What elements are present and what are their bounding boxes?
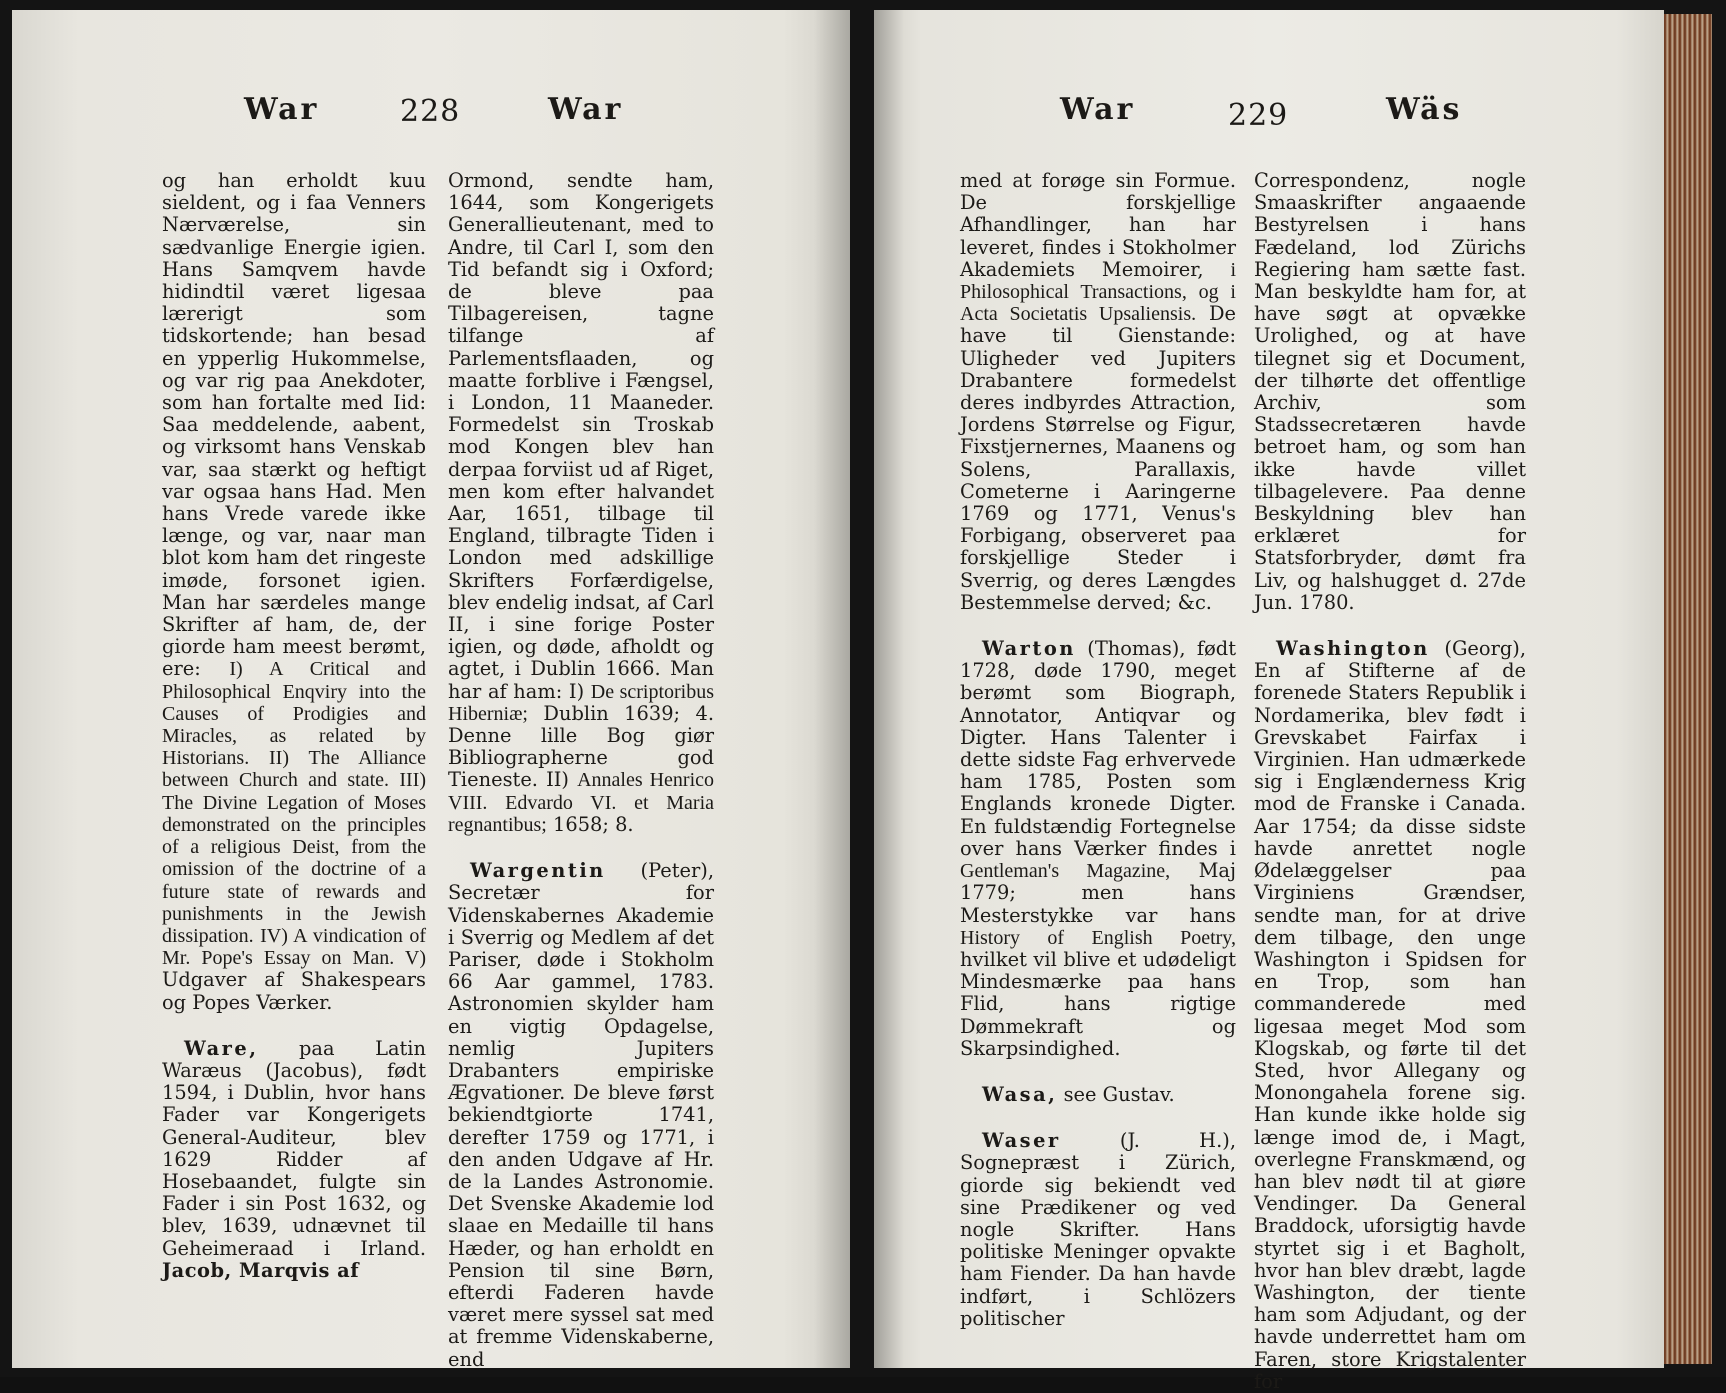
latin-title: History of English Poetry,	[960, 926, 1236, 949]
paragraph-text: De have til Gienstande: Uligheder ved Jupiters Drabantere formedelst deres indbyrdes Attraction, Jordens Størrelse og Figur, Fixstjernernes, Maanens og Solens, Parallaxis, Cometerne i Aaringerne 1769 og 1771, Venus's Forbigang, observeret paa forskjellige Steder i Sverrig, og deres Længdes Bestemmelse derved; &c.	[960, 302, 1236, 614]
entry-text: paa Latin Waræus (Jacobus), født 1594, i Dublin, hvor hans Fader var Kongerigets General-Auditeur, blev 1629 Ridder af Hosebaandet, fulgte sin Fader i sin Post 1632, og blev, 1639, udnævnet til Geheimeraad i Irland.	[162, 1036, 426, 1260]
right-column-1	[960, 170, 1236, 1330]
paragraph-text: Correspondenz, nogle Smaaskrifter angaaende Bestyrelsen i hans Fædeland, lod Zürichs Regiering ham sætte fast. Man beskyldte ham for, at have søgt at opvække Urolighed, og at have tilegnet sig et Document, der tilhørte det offentlige Archiv, som Stadssecretæren havde betroet ham, og som han ikke havde villet tilbagelevere. Paa denne Beskyldning blev han erklæret for Statsforbryder, dømt fra Liv, og halshugget d. 27de Jun. 1780.	[1254, 169, 1526, 614]
text-paragraph	[960, 170, 1236, 614]
running-head-right: Wäs	[1386, 92, 1463, 127]
entry-headword: Warton	[982, 637, 1076, 661]
paragraph-text: og han erholdt kuu sieldent, og i faa Venners Nærværelse, sin sædvanlige Energie igien. Hans Samqvem havde hidindtil været ligesaa lærerigt som tidskortende; han besad en ypperlig Hukommelse, og var rig paa Anekdoter, som han fortalte med Iid: Saa meddelende, aabent, og virksomt hans Venskab var, saa stærkt og heftigt var ogsaa hans Had. Men hans Vrede varede ikke længe, og var, naar man blot kom ham det ringeste imøde, forsonet igien. Man har særdeles mange Skrifter af ham, de, der giorde ham meest berømt, ere:	[162, 169, 426, 681]
entry-text: (J. H.), Sognepræst i Zürich, giorde sig bekiendt ved sine Prædikener og ved nogle Skrifter. Hans politiske Meninger opvakte ham Fiender. Da han havde indført, i Schlözers politischer	[960, 1129, 1236, 1330]
left-column-1	[162, 170, 426, 1282]
entry-headword: Washington	[1276, 637, 1430, 661]
page-number: 228	[400, 94, 461, 129]
left-column-2	[448, 170, 714, 1371]
paragraph-text: Dublin 1639; 4. Denne lille Bog giør Bibliographerne god Tieneste. II)	[448, 701, 714, 792]
running-head-left: War	[1060, 92, 1136, 127]
entry-waser	[960, 1130, 1236, 1330]
entry-wargentin	[448, 860, 714, 1371]
entry-text: hvilket vil blive et udødeligt Mindesmærke paa hans Flid, hans rigtige Dømmekraft og Skarpsindighed.	[960, 947, 1236, 1060]
entry-text: (Thomas), født 1728, døde 1790, meget berømt som Biograph, Annotator, Antiqvar og Digter. Hans Talenter i dette sidste Fag erhvervede ham 1785, Posten som Englands kronede Digter. En fuldstændig Fortegnelse over hans Værker findes i	[960, 637, 1236, 860]
entry-text: (Georg), En af Stifterne af de forenede Staters Republik i Nordamerika, blev født i Grevskabet Fairfax i Virginien. Han udmærkede sig i Englænderness Krig mod de Franske i Canada. Aar 1754; da disse sidste havde anrettet nogle Ødelæggelser paa Virginiens Grændser, sendte man, for at drive dem tilbage, den unge Washington i Spidsen for en Trop, som han commanderede med ligesaa meget Mod som Klogskab, og førte til det Sted, hvor Allegany og Monongahela forene sig. Han kunde ikke holde sig længe imod de, i Magt, overlegne Franskmænd, og han blev nødt til at giøre Vendinger. Da General Braddock, uforsigtig havde styrtet sig i et Bagholt, hvor han blev dræbt, lagde Washington, der tiente ham som Adjudant, og der havde underrettet ham om Faren, store Krigstalenter for	[1254, 637, 1526, 1393]
entry-text: see Gustav.	[1063, 1082, 1175, 1106]
latin-title: De scriptoribus Hiberniæ;	[448, 680, 714, 725]
entry-ware	[162, 1038, 426, 1282]
latin-titles: I) A Critical and Philosophical Enqviry into the Causes of Prodigies and Miracles, as related by Historians. II) The Alliance between Church and state. III) The Divine Legation of Moses demonstrated on the principles of a religious Deist, from the omission of the doctrine of a future state of rewards and punishments in the Jewish dissipation. IV) A vindication of Mr. Pope's Essay on Man. V)	[162, 658, 426, 970]
gutter-shadow	[874, 10, 904, 1368]
paragraph-text: Ormond, sendte ham, 1644, som Kongerigets Generallieutenant, med to Andre, til Carl I, som den Tid befandt sig i Oxford; de bleve paa Tilbagereisen, tagne tilfange af Parlementsflaaden, og maatte forblive i Fængsel, i London, 11 Maaneder. Formedelst sin Troskab mod Kongen blev han derpaa forviist ud af Riget, men kom efter halvandet Aar, 1651, tilbage til England, tilbragte Tiden i London med adskillige Skrifters Forfærdigelse, blev endelig indsat, af Carl II, i sine forige Poster igien, og døde, afholdt og agtet, i Dublin 1666. Man har af ham: I)	[448, 169, 714, 703]
paragraph-text: 1658; 8.	[553, 812, 634, 836]
entry-wasa	[960, 1084, 1236, 1106]
entry-text: Jacob, Marqvis af	[162, 1258, 360, 1282]
latin-title: Gentleman's Magazine,	[960, 860, 1171, 883]
left-page	[12, 10, 850, 1371]
paragraph-text: med at forøge sin Formue. De forskjellige Afhandlinger, han har leveret, findes i Stokholmer Akademiets Memoirer,	[960, 169, 1236, 281]
text-paragraph	[448, 170, 714, 836]
latin-title: Annales Henrico VIII. Edvardo VI. et Maria regnantibus;	[448, 769, 714, 836]
page-edges	[1664, 14, 1712, 1364]
entry-warton	[960, 638, 1236, 1060]
running-head-right: War	[548, 92, 624, 127]
page-number: 229	[1228, 98, 1289, 133]
entry-text: Maj 1779; men hans Mesterstykke var hans	[960, 859, 1236, 927]
text-paragraph	[162, 170, 426, 1014]
right-page	[874, 10, 1664, 1393]
entry-headword: Wargentin	[470, 859, 606, 883]
entry-headword: Ware,	[184, 1036, 259, 1060]
entry-text: (Peter), Secretær for Videnskabernes Akademie i Sverrig og Medlem af det Pariser, døde i Stokholm 66 Aar gammel, 1783. Astronomien skylder ham en vigtig Opdagelse, nemlig Jupiters Drabanters empiriske Ægvationer. De bleve først bekiendtgiorte 1741, derefter 1759 og 1771, i den anden Udgave af Hr. de la Landes Astronomie. Det Svenske Akademie lod slaae en Medaille til hans Hæder, og han erholdt en Pension til sine Børn, efterdi Faderen havde været mere syssel sat med at fremme Videnskaberne, end	[448, 859, 714, 1371]
right-column-2	[1254, 170, 1526, 1393]
entry-headword: Waser	[982, 1129, 1061, 1153]
running-head-left: War	[244, 92, 320, 127]
text-paragraph	[1254, 170, 1526, 614]
entry-washington	[1254, 638, 1526, 1393]
latin-titles: i Philosophical Transactions, og i Acta Societatis Upsaliensis.	[960, 258, 1236, 326]
gutter-shadow	[814, 10, 850, 1368]
paragraph-text: Udgaver af Shakespears og Popes Værker.	[162, 968, 426, 1014]
entry-headword: Wasa,	[982, 1082, 1058, 1106]
